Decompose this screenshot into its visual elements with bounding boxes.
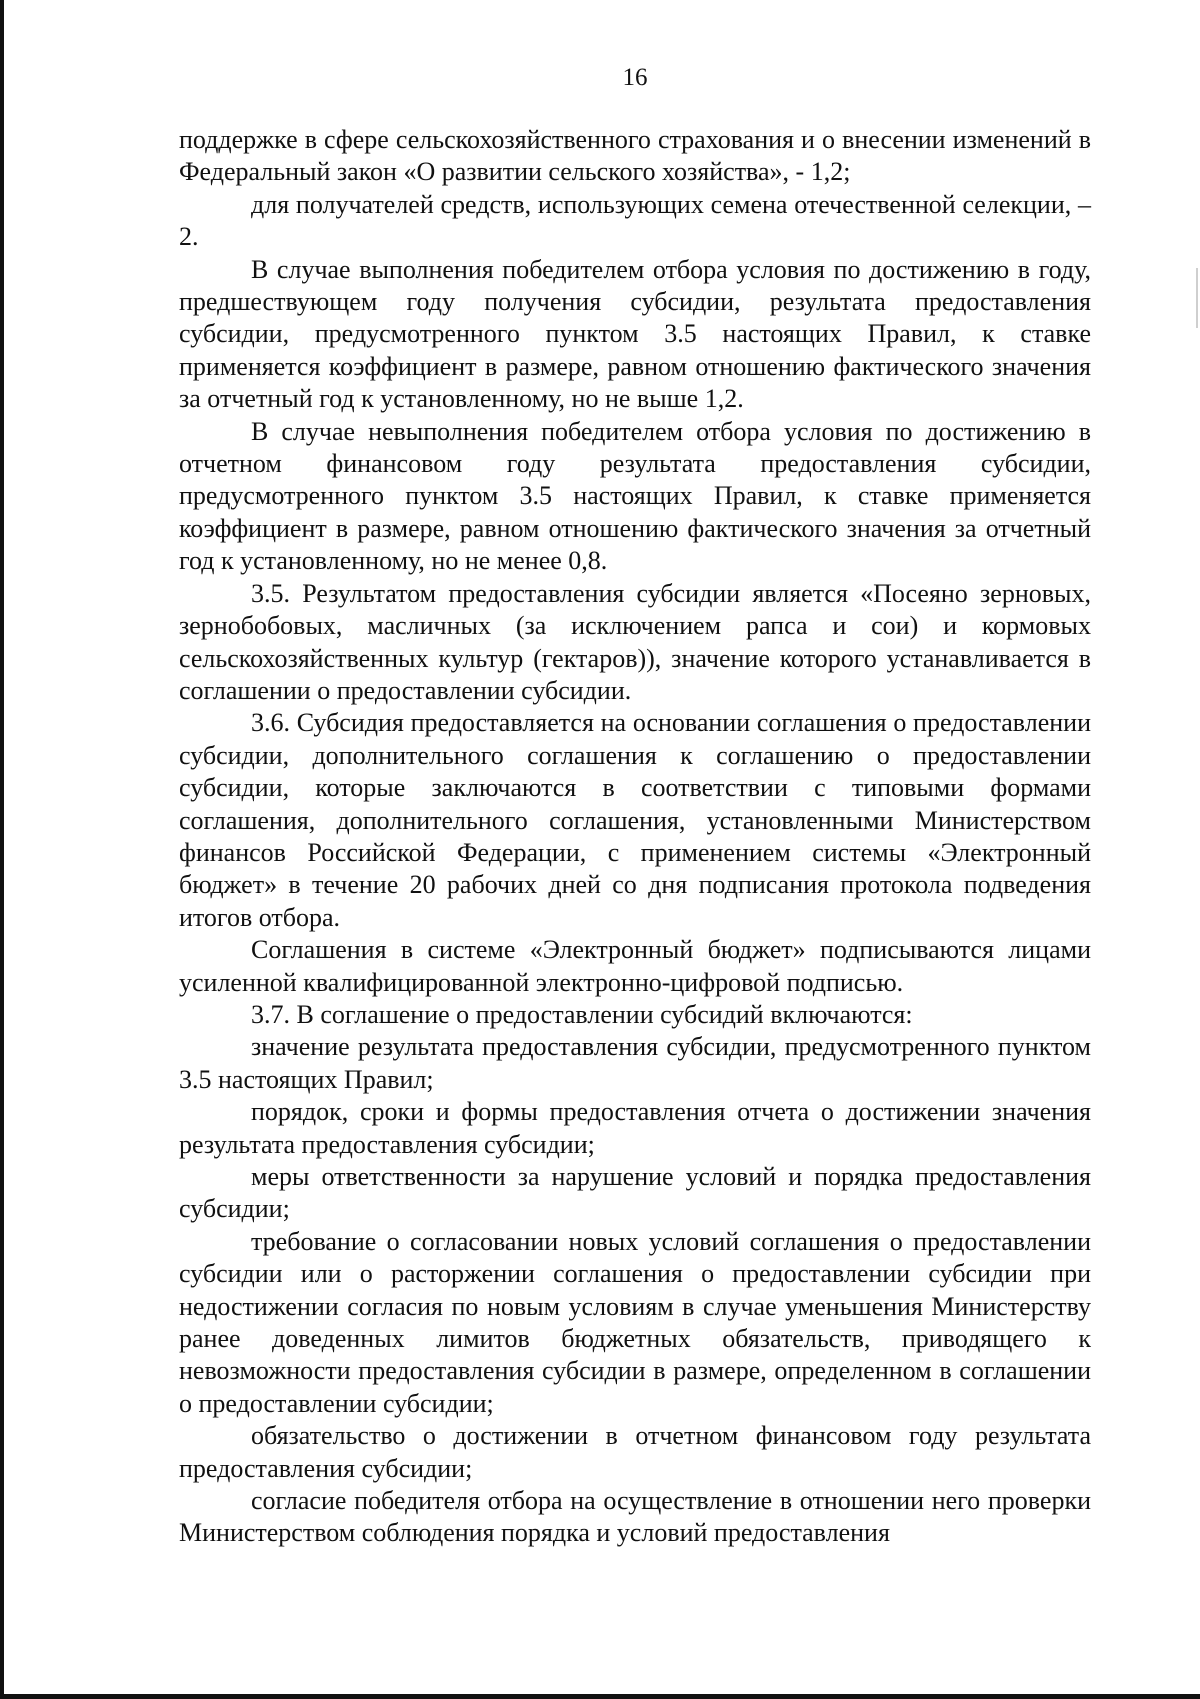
paragraph-electronic-signature: Соглашения в системе «Электронный бюджет» подписываются лицами усиленной квалифицированной электронно-цифровой подписью. [179, 935, 1091, 997]
list-item-obligation: обязательство о достижении в отчетном финансовом году результата предоставления субсидии; [179, 1421, 1091, 1483]
list-item-inspection-consent: согласие победителя отбора на осуществление в отношении него проверки Министерством соблюдения порядка и условий предоставления [179, 1486, 1091, 1548]
paragraph-3-5-result: 3.5. Результатом предоставления субсидии является «Посеяно зерновых, зернобобовых, масличных (за исключением рапса и сои) и кормовых сельскохозяйственных культур (гектаров)), значение которого устанавливается в соглашении о предоставлении субсидии. [179, 578, 1091, 705]
paragraph-seed-selection: для получателей средств, использующих семена отечественной селекции, – 2. [179, 189, 1091, 252]
scan-right-mark [1196, 268, 1198, 328]
page-number: 16 [622, 64, 648, 91]
paragraph-continuation: поддержке в сфере сельскохозяйственного страхования и о внесении изменений в Федеральный закон «О развитии сельского хозяйства», - 1,2; [179, 125, 1091, 187]
document-body [179, 124, 1091, 1550]
paragraph-coefficient-max: В случае выполнения победителем отбора условия по достижению в году, предшествующем году получения субсидии, результата предоставления субсидии, предусмотренного пунктом 3.5 настоящих Правил, к ставке применяется коэффициент в размере, равном отношению фактического значения за отчетный год к установленному, но не выше 1,2. [179, 254, 1091, 414]
list-item-new-conditions: требование о согласовании новых условий соглашения о предоставлении субсидии или о расторжении соглашения о предоставлении субсидии при недостижении согласия по новым условиям в случае уменьшения Министерству ранее доведенных лимитов бюджетных обязательств, приводящего к невозможности предоставления субсидии в размере, определенном в соглашении о предоставлении субсидии; [179, 1226, 1091, 1418]
scan-bottom-edge [0, 1694, 1200, 1699]
paragraph-3-6-agreement: 3.6. Субсидия предоставляется на основании соглашения о предоставлении субсидии, дополнительного соглашения к соглашению о предоставлении субсидии, которые заключаются в соответствии с типовыми формами соглашения, дополнительного соглашения, установленными Министерством финансов Российской Федерации, с применением системы «Электронный бюджет» в течение 20 рабочих дней со дня подписания протокола подведения итогов отбора. [179, 708, 1091, 932]
paragraph-3-7-intro: 3.7. В соглашение о предоставлении субсидий включаются: [251, 999, 913, 1029]
paragraph-coefficient-min: В случае невыполнения победителем отбора условия по достижению в отчетном финансовом году результата предоставления субсидии, предусмотренного пунктом 3.5 настоящих Правил, к ставке применяется коэффициент в размере, равном отношению фактического значения за отчетный год к установленному, но не менее 0,8. [179, 416, 1091, 576]
scan-left-edge [0, 0, 4, 1699]
list-item-liability: меры ответственности за нарушение условий и порядка предоставления субсидии; [179, 1162, 1091, 1224]
list-item-report-procedure: порядок, сроки и формы предоставления отчета о достижении значения результата предоставления субсидии; [179, 1097, 1091, 1159]
list-item-result-value: значение результата предоставления субсидии, предусмотренного пунктом 3.5 настоящих Правил; [179, 1032, 1091, 1094]
